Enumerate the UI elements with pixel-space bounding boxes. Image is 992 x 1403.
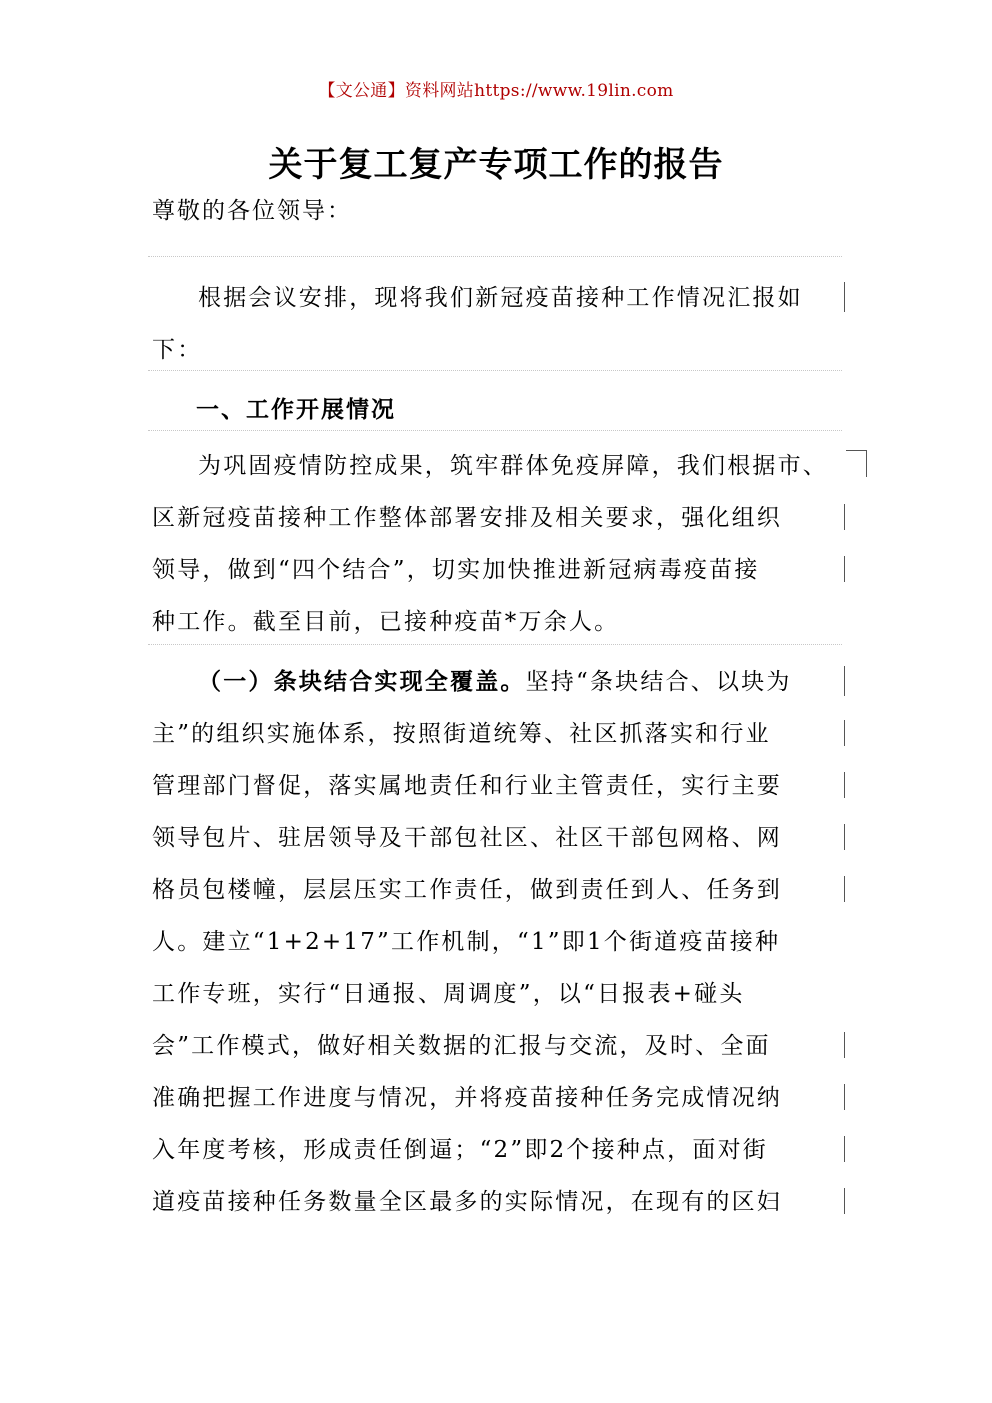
text-line: 入年度考核，形成责任倒逼；“2”即2个接种点，面对街 [152,1137,768,1163]
text-line: 下： [152,337,203,363]
margin-mark [844,720,845,746]
text-line: 为巩固疫情防控成果，筑牢群体免疫屏障，我们根据市、 [198,453,828,479]
text-line: 根据会议安排，现将我们新冠疫苗接种工作情况汇报如 [198,285,803,311]
text-line: 准确把握工作进度与情况，并将疫苗接种任务完成情况纳 [152,1085,782,1111]
text-line: 领导，做到“四个结合”，切实加快推进新冠病毒疫苗接 [152,557,760,583]
section-heading: 一、工作开展情况 [196,396,396,423]
section1-paragraph [152,440,842,648]
margin-mark [844,824,845,850]
text-line: 人。建立“1+2+17”工作机制，“1”即1个街道疫苗接种 [152,929,781,955]
text-line: 区新冠疫苗接种工作整体部署安排及相关要求，强化组织 [152,505,782,531]
text-line: 工作专班，实行“日通报、周调度”，以“日报表+碰头 [152,981,745,1007]
margin-mark [844,504,845,530]
intro-paragraph [152,272,842,376]
text-line: 格员包楼幢，层层压实工作责任，做到责任到人、任务到 [152,877,782,903]
text-line [152,656,842,708]
margin-mark [844,1084,845,1110]
margin-mark [844,1136,845,1162]
document-title: 关于复工复产专项工作的报告 [268,145,724,185]
margin-mark [844,282,845,312]
subsection1-paragraph [152,656,842,1228]
divider [148,256,842,257]
margin-corner-mark [846,450,867,477]
salutation: 尊敬的各位领导： [152,198,352,224]
margin-mark [844,1032,845,1058]
margin-mark [844,556,845,582]
margin-mark [844,666,845,696]
divider [148,644,842,645]
text-line: 管理部门督促，落实属地责任和行业主管责任，实行主要 [152,773,782,799]
text-run: 坚持“条块结合、以块为 [525,669,792,695]
subsection-heading: （一）条块结合实现全覆盖。 [198,668,526,695]
text-line: 会”工作模式，做好相关数据的汇报与交流，及时、全面 [152,1033,771,1059]
margin-mark [844,876,845,902]
text-line: 种工作。截至目前，已接种疫苗*万余人。 [152,609,620,635]
margin-mark [844,772,845,798]
margin-mark [844,1188,845,1214]
text-line: 道疫苗接种任务数量全区最多的实际情况，在现有的区妇 [152,1189,782,1215]
text-line: 主”的组织实施体系，按照街道统筹、社区抓落实和行业 [152,721,771,747]
text-line: 领导包片、驻居领导及干部包社区、社区干部包网格、网 [152,825,782,851]
site-header: 【文公通】资料网站https://www.19lin.com [318,81,674,101]
divider [148,430,842,431]
divider [148,370,842,371]
